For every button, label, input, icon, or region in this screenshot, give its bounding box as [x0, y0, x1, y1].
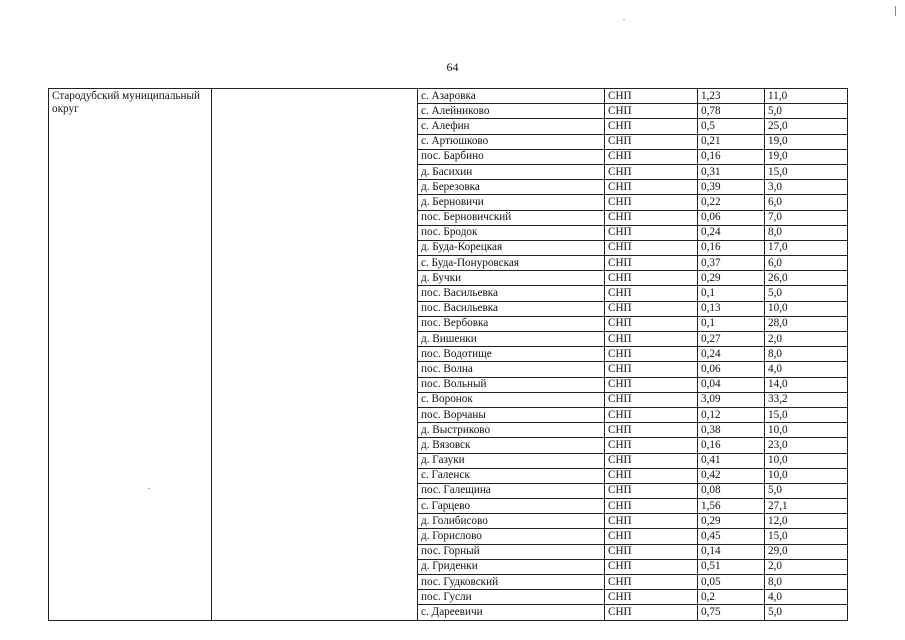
settlement-type-cell: СНП — [605, 180, 698, 195]
settlement-type-cell: СНП — [605, 362, 698, 377]
value-1-cell: 3,09 — [698, 392, 765, 407]
settlement-name-cell: д. Вязовск — [418, 438, 605, 453]
value-2-cell: 19,0 — [765, 134, 848, 149]
settlement-type-cell: СНП — [605, 438, 698, 453]
value-1-cell: 0,39 — [698, 180, 765, 195]
value-2-cell: 8,0 — [765, 575, 848, 590]
settlement-name-cell: д. Березовка — [418, 180, 605, 195]
value-2-cell: 5,0 — [765, 104, 848, 119]
settlement-type-cell: СНП — [605, 499, 698, 514]
settlement-name-cell: пос. Васильевка — [418, 286, 605, 301]
settlement-name-cell: с. Артюшково — [418, 134, 605, 149]
value-2-cell: 2,0 — [765, 332, 848, 347]
settlement-type-cell: СНП — [605, 590, 698, 605]
value-1-cell: 0,2 — [698, 590, 765, 605]
settlement-name-cell: пос. Вербовка — [418, 316, 605, 331]
settlement-name-cell: д. Газуки — [418, 453, 605, 468]
settlement-type-cell: СНП — [605, 332, 698, 347]
value-1-cell: 0,16 — [698, 240, 765, 255]
settlement-name-cell: с. Дареевичи — [418, 605, 605, 620]
scan-mark — [895, 6, 896, 16]
value-1-cell: 0,16 — [698, 149, 765, 164]
value-1-cell: 0,08 — [698, 483, 765, 498]
value-2-cell: 6,0 — [765, 256, 848, 271]
settlement-name-cell: д. Вишенки — [418, 332, 605, 347]
settlement-type-cell: СНП — [605, 544, 698, 559]
settlement-name-cell: д. Выстриково — [418, 423, 605, 438]
value-1-cell: 1,23 — [698, 89, 765, 104]
value-1-cell: 0,51 — [698, 559, 765, 574]
value-1-cell: 0,41 — [698, 453, 765, 468]
settlement-name-cell: пос. Гусли — [418, 590, 605, 605]
settlement-name-cell: пос. Гудковский — [418, 575, 605, 590]
settlement-name-cell: с. Алейниково — [418, 104, 605, 119]
value-2-cell: 10,0 — [765, 468, 848, 483]
settlement-type-cell: СНП — [605, 104, 698, 119]
settlement-type-cell: СНП — [605, 392, 698, 407]
value-2-cell: 2,0 — [765, 559, 848, 574]
value-1-cell: 0,29 — [698, 271, 765, 286]
value-1-cell: 0,24 — [698, 225, 765, 240]
settlement-name-cell: пос. Вольный — [418, 377, 605, 392]
value-1-cell: 0,27 — [698, 332, 765, 347]
settlement-name-cell: пос. Волна — [418, 362, 605, 377]
settlement-type-cell: СНП — [605, 134, 698, 149]
settlement-type-cell: СНП — [605, 271, 698, 286]
value-1-cell: 0,21 — [698, 134, 765, 149]
settlement-name-cell: д. Гриденки — [418, 559, 605, 574]
value-1-cell: 0,5 — [698, 119, 765, 134]
settlement-type-cell: СНП — [605, 347, 698, 362]
value-2-cell: 10,0 — [765, 423, 848, 438]
settlement-type-cell: СНП — [605, 483, 698, 498]
settlement-type-cell: СНП — [605, 89, 698, 104]
value-2-cell: 8,0 — [765, 347, 848, 362]
value-2-cell: 10,0 — [765, 301, 848, 316]
scan-dot — [148, 488, 150, 489]
value-1-cell: 0,37 — [698, 256, 765, 271]
value-1-cell: 0,22 — [698, 195, 765, 210]
page-number: 64 — [446, 60, 459, 74]
value-2-cell: 15,0 — [765, 529, 848, 544]
value-2-cell: 15,0 — [765, 164, 848, 179]
value-1-cell: 0,42 — [698, 468, 765, 483]
settlement-name-cell: с. Воронок — [418, 392, 605, 407]
settlement-name-cell: с. Алефин — [418, 119, 605, 134]
settlement-type-cell: СНП — [605, 119, 698, 134]
value-1-cell: 0,29 — [698, 514, 765, 529]
region-name-cell: Стародубский муниципальный округ — [49, 89, 212, 621]
settlement-type-cell: СНП — [605, 256, 698, 271]
settlement-name-cell: д. Бучки — [418, 271, 605, 286]
settlement-type-cell: СНП — [605, 377, 698, 392]
settlement-name-cell: пос. Ворчаны — [418, 407, 605, 422]
settlement-type-cell: СНП — [605, 316, 698, 331]
settlement-name-cell: с. Гарцево — [418, 499, 605, 514]
value-1-cell: 0,1 — [698, 286, 765, 301]
value-1-cell: 0,78 — [698, 104, 765, 119]
settlement-name-cell: с. Буда-Понуровская — [418, 256, 605, 271]
settlement-name-cell: пос. Барбино — [418, 149, 605, 164]
value-1-cell: 0,12 — [698, 407, 765, 422]
settlement-type-cell: СНП — [605, 286, 698, 301]
value-1-cell: 0,04 — [698, 377, 765, 392]
settlement-name-cell: с. Галенск — [418, 468, 605, 483]
settlement-type-cell: СНП — [605, 225, 698, 240]
settlement-name-cell: пос. Васильевка — [418, 301, 605, 316]
value-2-cell: 7,0 — [765, 210, 848, 225]
settlement-name-cell: д. Берновичи — [418, 195, 605, 210]
settlement-type-cell: СНП — [605, 453, 698, 468]
settlement-name-cell: пос. Галещина — [418, 483, 605, 498]
value-1-cell: 0,24 — [698, 347, 765, 362]
settlement-name-cell: д. Буда-Корецкая — [418, 240, 605, 255]
settlement-type-cell: СНП — [605, 240, 698, 255]
settlement-name-cell: д. Голибисово — [418, 514, 605, 529]
table-body — [49, 89, 848, 621]
value-1-cell: 0,75 — [698, 605, 765, 620]
value-2-cell: 27,1 — [765, 499, 848, 514]
settlement-name-cell: пос. Берновичский — [418, 210, 605, 225]
value-2-cell: 8,0 — [765, 225, 848, 240]
value-2-cell: 17,0 — [765, 240, 848, 255]
settlement-type-cell: СНП — [605, 164, 698, 179]
settlement-name-cell: пос. Бродок — [418, 225, 605, 240]
value-1-cell: 0,1 — [698, 316, 765, 331]
settlement-type-cell: СНП — [605, 575, 698, 590]
value-2-cell: 4,0 — [765, 362, 848, 377]
settlement-name-cell: пос. Горный — [418, 544, 605, 559]
value-2-cell: 14,0 — [765, 377, 848, 392]
value-2-cell: 3,0 — [765, 180, 848, 195]
settlement-type-cell: СНП — [605, 514, 698, 529]
settlement-name-cell: д. Горислово — [418, 529, 605, 544]
value-2-cell: 5,0 — [765, 483, 848, 498]
value-2-cell: 28,0 — [765, 316, 848, 331]
value-2-cell: 19,0 — [765, 149, 848, 164]
value-1-cell: 0,38 — [698, 423, 765, 438]
settlement-type-cell: СНП — [605, 149, 698, 164]
value-2-cell: 5,0 — [765, 605, 848, 620]
settlement-type-cell: СНП — [605, 195, 698, 210]
value-2-cell: 33,2 — [765, 392, 848, 407]
value-2-cell: 25,0 — [765, 119, 848, 134]
value-1-cell: 0,06 — [698, 362, 765, 377]
value-1-cell: 0,13 — [698, 301, 765, 316]
settlements-table — [48, 88, 848, 621]
scan-dot — [623, 19, 625, 20]
settlement-type-cell: СНП — [605, 468, 698, 483]
settlement-type-cell: СНП — [605, 605, 698, 620]
settlement-name-cell: д. Басихин — [418, 164, 605, 179]
value-1-cell: 0,16 — [698, 438, 765, 453]
settlement-type-cell: СНП — [605, 301, 698, 316]
value-2-cell: 12,0 — [765, 514, 848, 529]
settlement-name-cell: с. Азаровка — [418, 89, 605, 104]
settlement-type-cell: СНП — [605, 210, 698, 225]
table-row — [49, 89, 848, 104]
settlement-type-cell: СНП — [605, 529, 698, 544]
value-1-cell: 0,14 — [698, 544, 765, 559]
value-2-cell: 6,0 — [765, 195, 848, 210]
settlement-type-cell: СНП — [605, 423, 698, 438]
value-2-cell: 23,0 — [765, 438, 848, 453]
empty-column-cell — [212, 89, 418, 621]
settlement-type-cell: СНП — [605, 407, 698, 422]
value-1-cell: 0,05 — [698, 575, 765, 590]
value-2-cell: 5,0 — [765, 286, 848, 301]
value-2-cell: 10,0 — [765, 453, 848, 468]
value-1-cell: 0,45 — [698, 529, 765, 544]
value-2-cell: 29,0 — [765, 544, 848, 559]
value-2-cell: 26,0 — [765, 271, 848, 286]
value-2-cell: 4,0 — [765, 590, 848, 605]
settlement-type-cell: СНП — [605, 559, 698, 574]
value-2-cell: 15,0 — [765, 407, 848, 422]
value-1-cell: 0,31 — [698, 164, 765, 179]
value-2-cell: 11,0 — [765, 89, 848, 104]
settlement-name-cell: пос. Водотище — [418, 347, 605, 362]
value-1-cell: 1,56 — [698, 499, 765, 514]
value-1-cell: 0,06 — [698, 210, 765, 225]
